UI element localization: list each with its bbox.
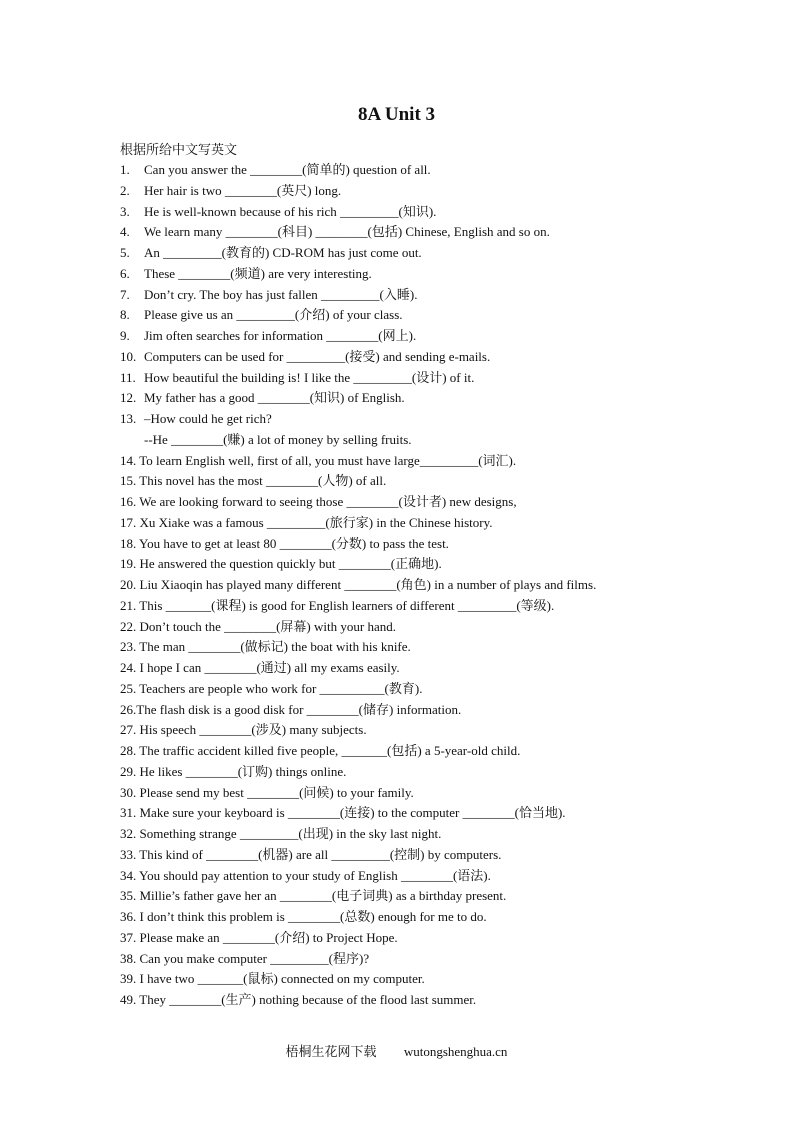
exercise-item [120, 534, 680, 555]
exercise-item [120, 451, 680, 472]
exercise-text: Don’t cry. The boy has just fallen _________(入睡). [144, 286, 418, 302]
exercise-item [120, 679, 680, 700]
exercise-text: Can you answer the ________(简单的) question of all. [144, 162, 431, 177]
exercise-text: 16. We are looking forward to seeing those ________(设计者) new designs, [120, 494, 517, 509]
page-footer [0, 1041, 793, 1060]
exercise-item [120, 803, 680, 824]
exercise-item [120, 990, 680, 1011]
exercise-item [120, 202, 680, 223]
exercise-item [120, 513, 680, 534]
exercise-text: 38. Can you make computer _________(程序)? [120, 950, 370, 966]
exercise-text: How beautiful the building is! I like the _________(设计) of it. [144, 369, 475, 385]
exercise-text: An _________(教育的) CD-ROM has just come out. [144, 245, 422, 260]
exercise-text: --He ________(赚) a lot of money by selling fruits. [144, 431, 412, 447]
exercise-number: 13. [120, 411, 137, 426]
exercise-text: 26.The flash disk is a good disk for ________(储存) information. [120, 701, 462, 717]
exercise-text: 20. Liu Xiaoqin has played many different ________(角色) in a number of plays and films. [120, 577, 597, 592]
exercise-text: 24. I hope I can ________(通过) all my exams easily. [120, 660, 400, 675]
exercise-item [120, 243, 680, 264]
exercise-item [120, 471, 680, 492]
footer-source: 梧桐生花网下载 [285, 1044, 377, 1059]
exercise-item [120, 285, 680, 306]
exercise-number: 1. [120, 162, 130, 177]
exercise-text: He is well-known because of his rich _________(知识). [144, 203, 437, 219]
exercise-item [120, 305, 680, 326]
exercise-text: –How could he get rich? [144, 411, 272, 426]
exercise-text: 21. This _______(课程) is good for English learners of different _________(等级). [120, 597, 555, 613]
exercise-text: 23. The man ________(做标记) the boat with his knife. [120, 639, 411, 655]
exercise-item [120, 720, 680, 741]
exercise-item [120, 409, 680, 430]
exercise-item [120, 886, 680, 907]
exercise-text: 34. You should pay attention to your study of English ________(语法). [120, 867, 491, 883]
exercise-text: 25. Teachers are people who work for __________(教育). [120, 680, 423, 696]
exercise-item [120, 762, 680, 783]
exercise-text: 22. Don’t touch the ________(屏幕) with your hand. [120, 618, 396, 634]
exercise-item [120, 845, 680, 866]
exercise-text: Jim often searches for information ________(网上). [144, 328, 417, 343]
exercise-list [120, 160, 680, 1011]
exercise-item [120, 741, 680, 762]
exercise-item [120, 637, 680, 658]
exercise-text: Computers can be used for _________(接受) and sending e-mails. [144, 348, 491, 364]
exercise-item [120, 907, 680, 928]
exercise-number: 12. [120, 390, 137, 406]
exercise-item [120, 368, 680, 389]
exercise-text: 36. I don’t think this problem is ________(总数) enough for me to do. [120, 909, 487, 924]
exercise-text: 39. I have two _______(鼠标) connected on my computer. [120, 971, 425, 987]
exercise-number: 2. [120, 182, 130, 198]
exercise-item [120, 783, 680, 804]
exercise-number: 4. [120, 224, 130, 240]
exercise-text: These ________(频道) are very interesting. [144, 265, 372, 281]
exercise-item [120, 430, 680, 451]
exercise-item [120, 264, 680, 285]
exercise-item [120, 596, 680, 617]
exercise-item [120, 347, 680, 368]
exercise-item [120, 969, 680, 990]
exercise-number: 8. [120, 307, 130, 323]
exercise-number: 11. [120, 369, 136, 385]
page-title: 8A Unit 3 [357, 104, 436, 125]
exercise-item [120, 949, 680, 970]
exercise-text: Please give us an _________(介绍) of your class. [144, 307, 403, 323]
exercise-text: 15. This novel has the most ________(人物) of all. [120, 473, 387, 489]
exercise-text: 30. Please send my best ________(问候) to your family. [120, 784, 414, 800]
exercise-text: 32. Something strange _________(出现) in the sky last night. [120, 826, 442, 841]
exercise-item [120, 388, 680, 409]
exercise-number: 7. [120, 286, 130, 302]
exercise-text: 35. Millie’s father gave her an ________(电子词典) as a birthday present. [120, 888, 507, 904]
exercise-text: 37. Please make an ________(介绍) to Project Hope. [120, 929, 398, 945]
exercise-number: 6. [120, 265, 130, 281]
exercise-item [120, 617, 680, 638]
exercise-text: 27. His speech ________(涉及) many subjects. [120, 722, 367, 738]
exercise-number: 3. [120, 203, 130, 219]
exercise-number: 5. [120, 245, 130, 260]
exercise-item [120, 658, 680, 679]
exercise-item [120, 824, 680, 845]
exercise-text: Her hair is two ________(英尺) long. [144, 182, 342, 198]
footer-url: wutongshenghua.cn [403, 1044, 508, 1059]
exercise-text: 29. He likes ________(订购) things online. [120, 763, 347, 779]
exercise-text: 19. He answered the question quickly but ________(正确地). [120, 556, 442, 572]
exercise-item [120, 575, 680, 596]
exercise-item [120, 554, 680, 575]
exercise-item [120, 928, 680, 949]
exercise-text: We learn many ________(科目) ________(包括) Chinese, English and so on. [144, 224, 550, 240]
exercise-item [120, 326, 680, 347]
exercise-text: My father has a good ________(知识) of English. [144, 390, 405, 406]
exercise-text: 33. This kind of ________(机器) are all _________(控制) by computers. [120, 846, 502, 862]
exercise-item [120, 492, 680, 513]
exercise-item [120, 700, 680, 721]
exercise-item [120, 181, 680, 202]
exercise-number: 9. [120, 328, 130, 343]
exercise-text: 49. They ________(生产) nothing because of the flood last summer. [120, 992, 477, 1007]
exercise-item [120, 222, 680, 243]
exercise-number: 10. [120, 348, 137, 364]
instruction-heading: 根据所给中文写英文 [120, 142, 238, 157]
exercise-text: 18. You have to get at least 80 ________(分数) to pass the test. [120, 535, 449, 551]
exercise-text: 14. To learn English well, first of all, you must have large_________(词汇). [120, 452, 517, 468]
exercise-text: 28. The traffic accident killed five people, _______(包括) a 5-year-old child. [120, 743, 521, 758]
exercise-item [120, 866, 680, 887]
exercise-text: 31. Make sure your keyboard is ________(连接) to the computer ________(恰当地). [120, 805, 566, 821]
exercise-text: 17. Xu Xiake was a famous _________(旅行家) in the Chinese history. [120, 514, 493, 530]
exercise-item [120, 160, 680, 181]
